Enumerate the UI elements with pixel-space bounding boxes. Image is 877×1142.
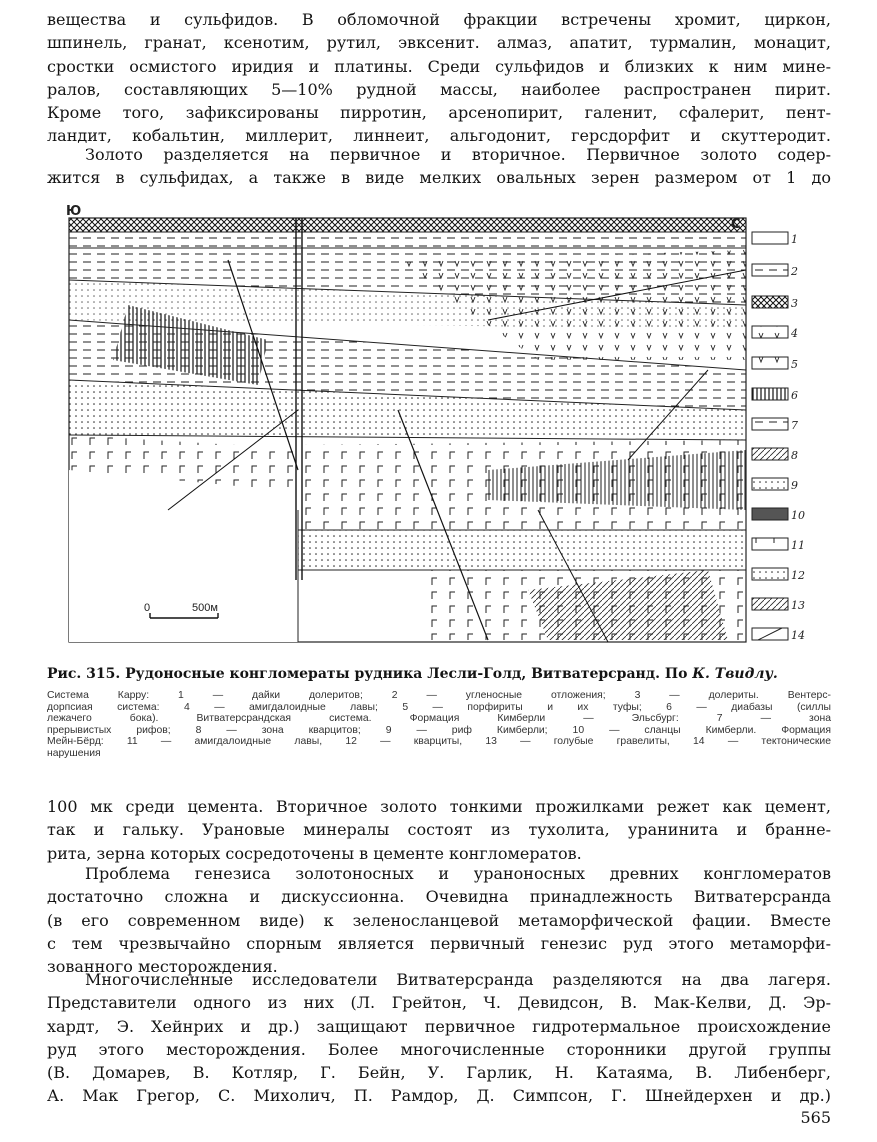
text-line: Проблема генезиса золотоносных и ураноносных древних конгломератов xyxy=(85,864,831,883)
caption-author: К. Твидлу. xyxy=(692,666,778,682)
label-north: С xyxy=(731,217,741,232)
scale-label: 500м xyxy=(192,602,218,614)
text-line: достаточно сложна и дискуссионна. Очевидна принадлежность Витватерсранда xyxy=(47,887,831,907)
paragraph-uranium xyxy=(47,795,831,865)
text-line: (в его современном виде) к зеленосланцевой метаморфической фации. Вместе xyxy=(47,910,831,930)
text-line: 100 мк среди цемента. Вторичное золото тонкими прожилками режет как цемент, xyxy=(47,797,831,816)
legend-line: лежачего бока). Витватерсрандская система. Формация Кимберли — Эльсбург: 7 — зона xyxy=(47,713,831,724)
text-line: Многочисленные исследователи Витватерсранда разделяются на два лагеря. xyxy=(85,970,831,989)
legend-number: 1 xyxy=(791,233,798,246)
text-line: Представители одного из них (Л. Грейтон, Ч. Девидсон, В. Мак-Келви, Д. Эр- xyxy=(47,993,831,1013)
paragraph-genesis xyxy=(47,862,831,978)
text-line: А. Мак Грегор, С. Михолич, П. Рамдор, Д. Симпсон, Г. Шнейдерхен и др.) xyxy=(47,1086,831,1106)
legend-number: 8 xyxy=(791,449,798,462)
text-line: хардт, Э. Хейнрих и др.) защищают первичное гидротермальное происхождение xyxy=(47,1016,831,1036)
text-line: зованного месторождения. xyxy=(47,957,278,977)
paragraph-minerals xyxy=(47,8,831,148)
legend-number: 10 xyxy=(791,509,805,522)
text-line: с тем чрезвычайно спорным является первичный генезис руд этого метаморфи- xyxy=(47,933,831,953)
figure-caption xyxy=(47,666,831,682)
legend-line: Система Карру: 1 — дайки долеритов; 2 — угленосные отложения; 3 — долериты. Вентерс- xyxy=(47,690,831,701)
legend-line: Мейн-Бёрд: 11 — амигдалоидные лавы, 12 — кварциты, 13 — голубые гравелиты, 14 — тектонические xyxy=(47,736,831,747)
text-line: руд этого месторождения. Более многочисленные сторонники другой группы xyxy=(47,1039,831,1059)
cross-section-figure xyxy=(66,204,830,642)
legend-number: 13 xyxy=(791,599,805,612)
paragraph-researchers xyxy=(47,968,831,1108)
text-line: вещества и сульфидов. В обломочной фракции встречены хромит, циркон, xyxy=(47,10,831,29)
legend-number: 4 xyxy=(791,327,798,340)
scale-zero: 0 xyxy=(144,602,151,614)
text-line: Золото разделяется на первичное и вторичное. Первичное золото содер- xyxy=(85,145,831,164)
legend-number: 11 xyxy=(791,539,805,552)
text-line: рита, зерна которых сосредоточены в цементе конгломератов. xyxy=(47,843,582,863)
text-line: сростки осмистого иридия и платины. Среди сульфидов и близких к ним мине- xyxy=(47,56,831,76)
legend-line: прерывистых рифов; 8 — зона кварцитов; 9 — риф Кимберли; 10 — сланцы Кимберли. Формация xyxy=(47,724,831,736)
legend-number: 3 xyxy=(791,297,798,310)
legend-number: 14 xyxy=(791,629,805,642)
text-line: шпинель, гранат, ксенотим, рутил, эвксенит. алмаз, апатит, турмалин, монацит, xyxy=(47,33,831,53)
text-line: жится в сульфидах, а также в виде мелких овальных зерен размером от 1 до xyxy=(47,168,831,188)
legend-number: 6 xyxy=(791,389,798,402)
paragraph-gold xyxy=(47,143,831,190)
legend-line: дорпсиая система: 4 — амигдалоидные лавы; 5 — порфириты и их туфы; 6 — диабазы (силлы xyxy=(47,701,831,713)
legend-line: нарушения xyxy=(47,747,101,759)
legend-number: 9 xyxy=(791,479,798,492)
text-line: Кроме того, зафиксированы пирротин, арсенопирит, галенит, сфалерит, пент- xyxy=(47,103,831,123)
label-south: Ю xyxy=(66,204,82,219)
figure-legend-text xyxy=(47,690,831,759)
figure-legend xyxy=(752,232,805,642)
legend-number: 2 xyxy=(791,265,798,278)
caption-prefix: Рис. 315. Рудоносные конгломераты рудника Лесли-Голд, Витватерсранд. По xyxy=(47,666,693,682)
legend-number: 7 xyxy=(791,419,798,432)
text-line: (В. Домарев, В. Котляр, Г. Бейн, У. Гарлик, Н. Катаяма, В. Либенберг, xyxy=(47,1063,831,1083)
legend-number: 12 xyxy=(791,569,805,582)
text-line: так и гальку. Урановые минералы состоят из тухолита, уранинита и бранне- xyxy=(47,820,831,840)
page-number: 565 xyxy=(800,1108,831,1127)
legend-number: 5 xyxy=(791,358,798,371)
text-line: ландит, кобальтин, миллерит, линнеит, альгодонит, герсдорфит и скуттеродит. xyxy=(47,126,831,146)
text-line: ралов, составляющих 5—10% рудной массы, наиболее распространен пирит. xyxy=(47,79,831,99)
